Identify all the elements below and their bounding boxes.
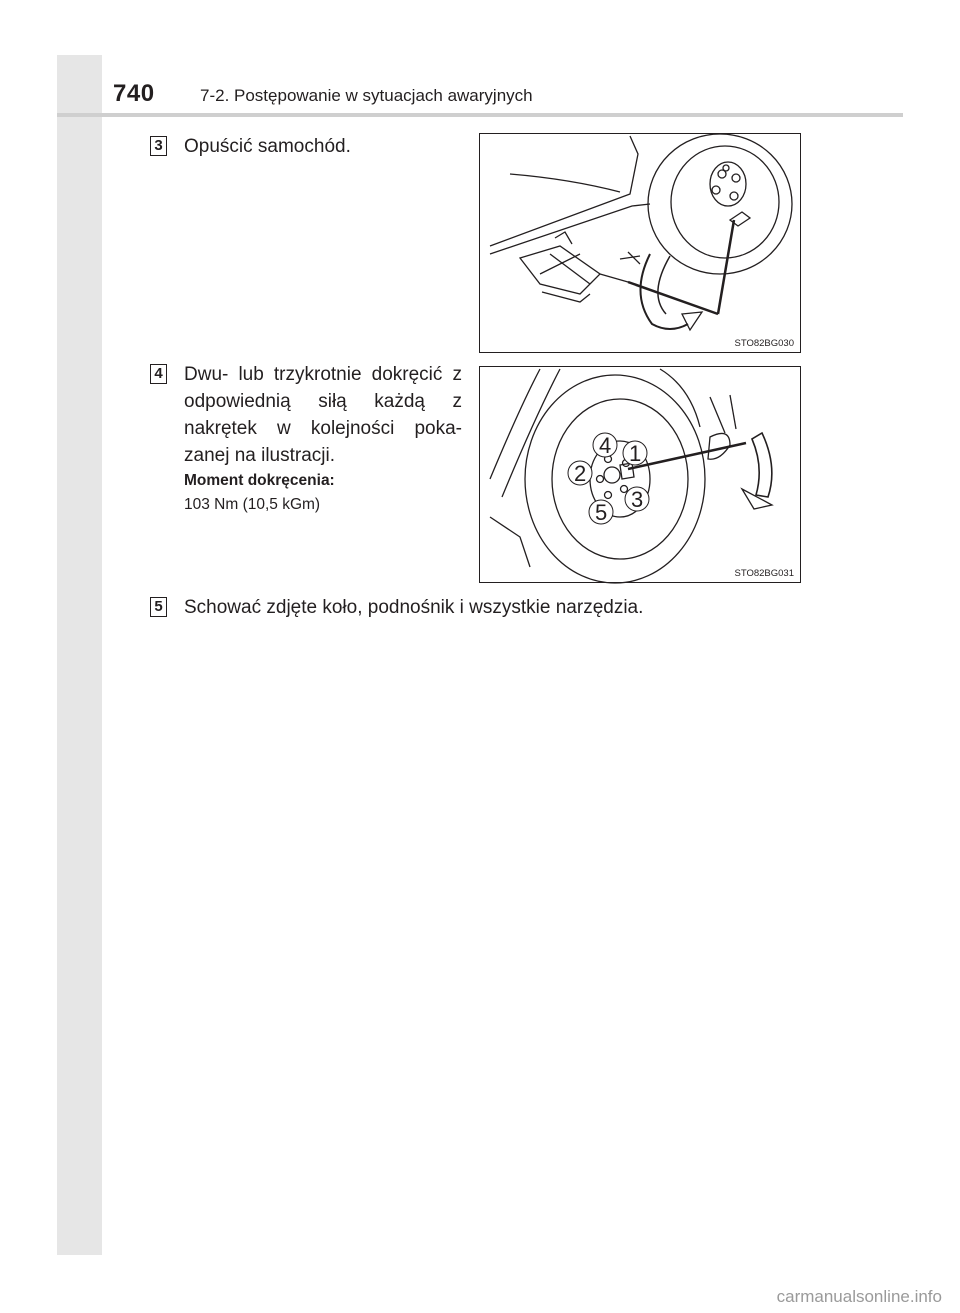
step-5-text: Schować zdjęte koło, podnośnik i wszystkie narzędzia. [184,597,644,618]
nut-label-3: 3 [631,487,644,512]
watermark[interactable]: carmanualsonline.info [776,1287,942,1306]
nut-label-5: 5 [595,500,608,525]
jack-lowering-illustration [480,134,802,354]
step-4-number: 4 [150,364,167,384]
figure-code-1: STO82BG030 [734,338,794,349]
nut-label-4: 4 [599,433,612,458]
header-rule [57,113,903,117]
step-5-number: 5 [150,597,167,617]
torque-label: Moment dokręcenia: [184,472,335,489]
figure-code-2: STO82BG031 [734,568,794,579]
step-3-number: 3 [150,136,167,156]
torque-value: 103 Nm (10,5 kGm) [184,496,321,513]
page-number: 740 [113,80,155,107]
nut-label-1: 1 [629,441,642,466]
nut-label-2: 2 [574,461,587,486]
nut-tightening-illustration [480,367,802,584]
step-3-text: Opuścić samochód. [184,136,351,157]
figure-tighten-nuts [479,366,801,583]
margin-strip [57,55,102,1255]
step-4-text: Dwu- lub trzykrotnie dokręcić z odpowiednią siłą każdą z nakrętek w kolejności poka-zanej na ilustracji. [184,364,462,466]
section-title: 7-2. Postępowanie w sytuacjach awaryjnych [200,86,533,105]
figure-lower-vehicle [479,133,801,353]
